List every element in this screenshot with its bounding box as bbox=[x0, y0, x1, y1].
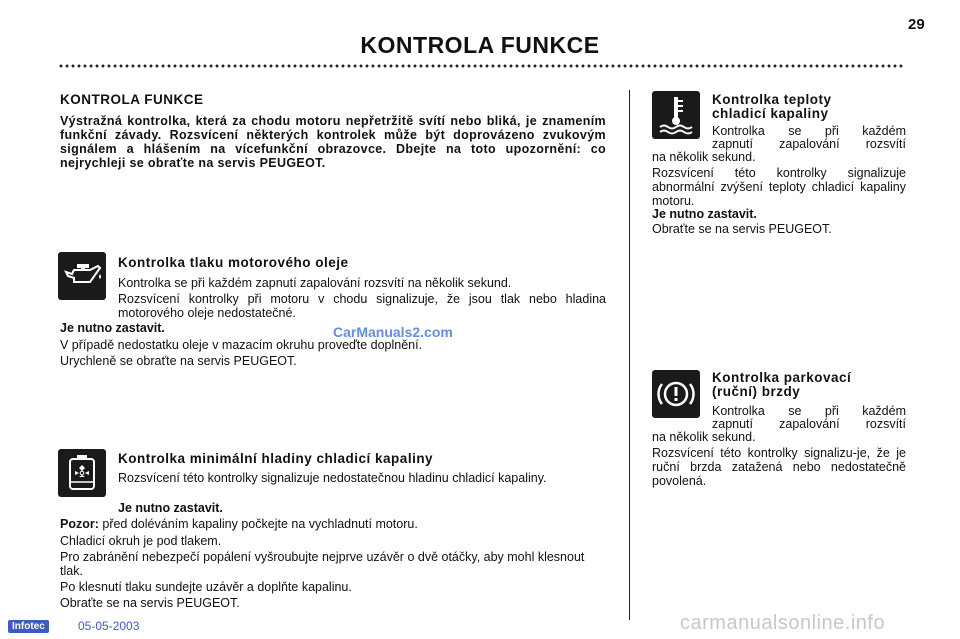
coolant-level-heading: Kontrolka minimální hladiny chladicí kapaliny bbox=[118, 451, 434, 466]
page-number: 29 bbox=[908, 16, 925, 33]
coolant-temp-paragraph-2: Rozsvícení této kontrolky signalizuje abnormální zvýšení teploty chladicí kapaliny motoru. bbox=[652, 166, 906, 208]
brake-warning-icon bbox=[652, 370, 700, 418]
dotted-divider bbox=[58, 63, 904, 69]
footer-site: carmanualsonline.info bbox=[680, 612, 886, 634]
oil-must-stop: Je nutno zastavit. bbox=[60, 321, 165, 335]
warning-label: Pozor: bbox=[60, 517, 99, 531]
oil-paragraph-3: V případě nedostatku oleje v mazacím okruhu proveďte doplnění. bbox=[60, 338, 423, 352]
coolant-temp-heading-2: chladicí kapaliny bbox=[712, 106, 829, 121]
thermometer-icon bbox=[652, 91, 700, 139]
coolant-temp-must-stop: Je nutno zastavit. bbox=[652, 207, 757, 221]
warning-text: před doléváním kapaliny počkejte na vychladnutí motoru. bbox=[98, 517, 418, 531]
coolant-level-warning bbox=[60, 517, 418, 531]
coolant-level-paragraph-5: Obraťte se na servis PEUGEOT. bbox=[60, 596, 240, 610]
footer-date: 05-05-2003 bbox=[78, 619, 140, 633]
coolant-temp-paragraph-1b: zapnutí zapalování rozsvítí bbox=[712, 137, 906, 151]
watermark: CarManuals2.com bbox=[333, 324, 453, 340]
coolant-reservoir-icon bbox=[58, 449, 106, 497]
parking-brake-paragraph-2: Rozsvícení této kontrolky signalizu-je, že je ruční brzda zatažená nebo nedostatečně povolená. bbox=[652, 446, 906, 488]
oil-heading: Kontrolka tlaku motorového oleje bbox=[118, 255, 349, 270]
parking-brake-heading-1: Kontrolka parkovací bbox=[712, 370, 852, 385]
page-title: KONTROLA FUNKCE bbox=[360, 32, 600, 58]
parking-brake-paragraph-1a: Kontrolka se při každém bbox=[712, 404, 906, 418]
column-divider bbox=[629, 90, 630, 620]
parking-brake-heading-2: (ruční) brzdy bbox=[712, 384, 801, 399]
coolant-temp-paragraph-1a: Kontrolka se při každém bbox=[712, 124, 906, 138]
coolant-level-paragraph-2: Chladicí okruh je pod tlakem. bbox=[60, 534, 222, 548]
coolant-level-paragraph-4: Po klesnutí tlaku sundejte uzávěr a doplňte kapalinu. bbox=[60, 580, 352, 594]
coolant-level-must-stop: Je nutno zastavit. bbox=[118, 501, 223, 515]
coolant-temp-paragraph-1c: na několik sekund. bbox=[652, 150, 756, 164]
coolant-level-paragraph-3: Pro zabránění nebezpečí popálení vyšroubujte nejprve uzávěr o dvě otáčky, aby mohl klesnout tlak. bbox=[60, 550, 585, 578]
oil-paragraph-4: Urychleně se obraťte na servis PEUGEOT. bbox=[60, 354, 297, 368]
coolant-temp-paragraph-3: Obraťte se na servis PEUGEOT. bbox=[652, 222, 832, 236]
intro-heading: KONTROLA FUNKCE bbox=[60, 92, 204, 107]
oil-paragraph-2: Rozsvícení kontrolky při motoru v chodu signalizuje, že jsou tlak nebo hladina motorového oleje nedostatečné. bbox=[118, 292, 606, 320]
parking-brake-paragraph-1b: zapnutí zapalování rozsvítí bbox=[712, 417, 906, 431]
coolant-temp-heading-1: Kontrolka teploty bbox=[712, 92, 832, 107]
oil-can-icon bbox=[58, 252, 106, 300]
coolant-level-paragraph-1: Rozsvícení této kontrolky signalizuje nedostatečnou hladinu chladicí kapaliny. bbox=[118, 471, 547, 485]
parking-brake-paragraph-1c: na několik sekund. bbox=[652, 430, 756, 444]
oil-paragraph-1: Kontrolka se při každém zapnutí zapalování rozsvítí na několik sekund. bbox=[118, 276, 512, 290]
infotec-badge: Infotec bbox=[8, 620, 49, 633]
intro-text: Výstražná kontrolka, která za chodu motoru nepřetržitě svítí nebo bliká, je znamením funkční závady. Rozsvícení některých kontrolek může být doprovázeno zvukovým signálem a hlášením na vícefunkční obrazovce. Dbejte na toto upozornění: co nejrychleji se obraťte na servis PEUGEOT. bbox=[60, 114, 606, 170]
